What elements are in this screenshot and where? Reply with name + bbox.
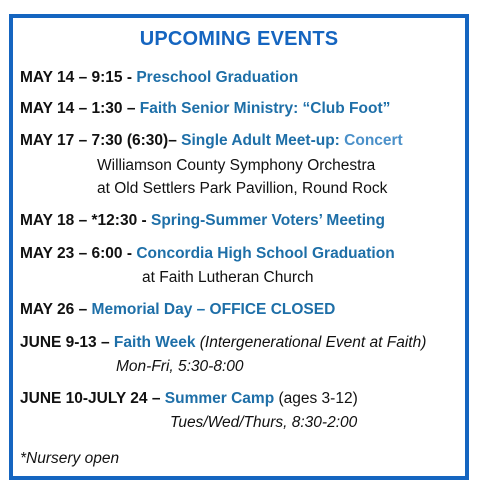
event-name: Concordia High School Graduation	[136, 245, 395, 262]
event-note: (Intergenerational Event at Faith)	[195, 334, 427, 351]
event-date: MAY 23 – 6:00 -	[20, 245, 137, 262]
event-date: JUNE 9-13 –	[20, 334, 114, 351]
event-row	[20, 333, 426, 353]
event-date: MAY 14 – 1:30 –	[20, 100, 140, 117]
event-row	[20, 68, 298, 88]
footnote: *Nursery open	[20, 450, 120, 467]
event-row	[20, 300, 335, 320]
event-name: Summer Camp	[164, 390, 275, 407]
event-name: Memorial Day – OFFICE CLOSED	[91, 301, 336, 318]
event-row	[20, 99, 390, 119]
event-name: Preschool Graduation	[136, 69, 299, 86]
event-detail: at Faith Lutheran Church	[142, 269, 314, 286]
event-note: (ages 3-12)	[274, 390, 358, 407]
event-detail: Williamson County Symphony Orchestra	[97, 157, 376, 174]
event-row	[20, 244, 395, 264]
event-detail: at Old Settlers Park Pavillion, Round Rock	[97, 180, 388, 197]
event-date: MAY 18 – *12:30 -	[20, 212, 151, 229]
event-name: Faith Week	[113, 334, 196, 351]
event-name: Faith Senior Ministry: “Club Foot”	[139, 100, 391, 117]
event-row	[20, 389, 358, 409]
panel-title: UPCOMING EVENTS	[139, 28, 339, 50]
event-date: JUNE 10-JULY 24 –	[20, 390, 165, 407]
event-date: MAY 17 – 7:30 (6:30)–	[20, 132, 182, 149]
event-name: Single Adult Meet-up:	[181, 132, 345, 149]
event-date: MAY 26 –	[20, 301, 92, 318]
event-name: Spring-Summer Voters’ Meeting	[150, 212, 385, 229]
event-row	[20, 211, 385, 231]
event-row	[20, 131, 403, 151]
events-panel	[9, 14, 469, 480]
event-name-highlight: Concert	[344, 132, 403, 149]
event-detail: Mon-Fri, 5:30-8:00	[116, 358, 244, 375]
event-detail: Tues/Wed/Thurs, 8:30-2:00	[170, 414, 358, 431]
event-date: MAY 14 – 9:15 -	[20, 69, 137, 86]
